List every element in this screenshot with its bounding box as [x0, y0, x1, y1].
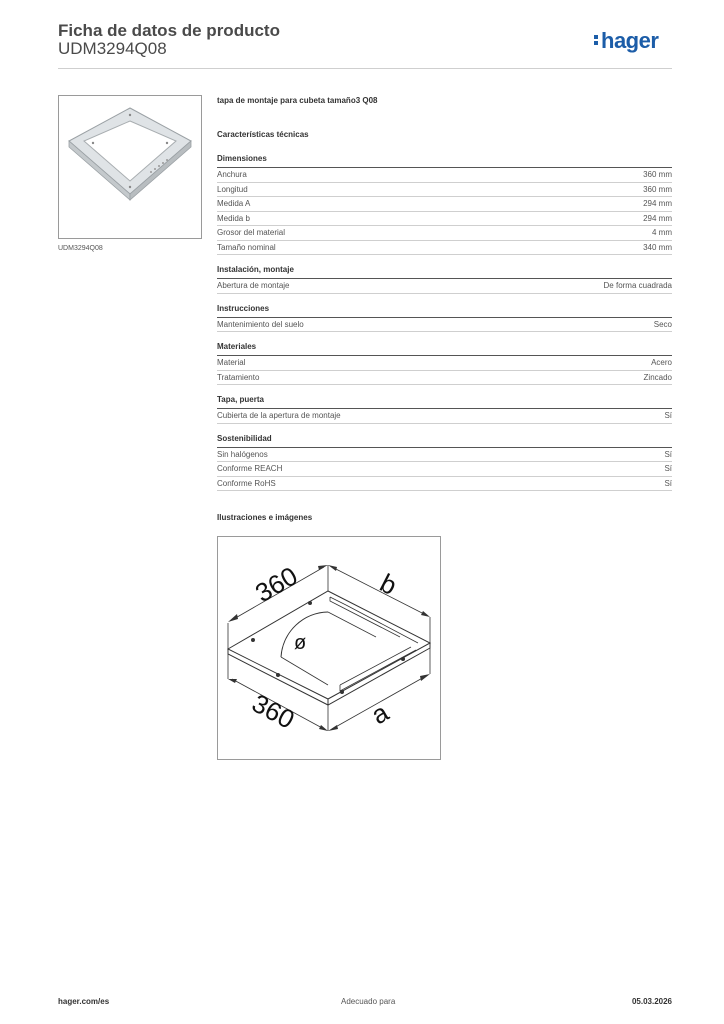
- spec-row: [217, 371, 672, 386]
- spec-section: [217, 434, 672, 492]
- spec-row: [217, 462, 672, 477]
- spec-row: [217, 318, 672, 333]
- spec-value: Seco: [653, 319, 672, 329]
- spec-row: [217, 183, 672, 198]
- spec-value: Zincado: [643, 372, 672, 382]
- spec-value: Acero: [651, 358, 672, 367]
- spec-section: [217, 395, 672, 424]
- product-code: UDM3294Q08: [58, 39, 167, 58]
- spec-value: Sí: [664, 464, 672, 473]
- spec-label: Medida b: [217, 213, 250, 223]
- spec-value: 340 mm: [643, 242, 672, 252]
- spec-row: [217, 279, 672, 294]
- thumbnail-caption: UDM3294Q08: [58, 245, 103, 252]
- section-title: Sostenibilidad: [217, 434, 672, 448]
- spec-value: 4 mm: [652, 228, 672, 237]
- spec-value: 360 mm: [643, 184, 672, 194]
- logo-text: hager: [601, 28, 659, 53]
- mounting-plate-image: [59, 96, 201, 238]
- tech-heading: Características técnicas: [217, 130, 309, 139]
- spec-label: Tratamiento: [217, 372, 260, 382]
- spec-label: Longitud: [217, 184, 248, 194]
- hager-logo[interactable]: [594, 28, 658, 54]
- spec-content: [217, 96, 672, 522]
- spec-value: 294 mm: [643, 213, 672, 223]
- spec-value: Sí: [664, 411, 672, 420]
- spec-label: Medida A: [217, 199, 251, 208]
- spec-row: [217, 197, 672, 212]
- spec-value: Sí: [664, 449, 672, 459]
- header-divider: [58, 68, 672, 69]
- dim-label-top-left: 360: [250, 560, 303, 609]
- spec-value: De forma cuadrada: [603, 281, 672, 290]
- spec-row: [217, 168, 672, 183]
- section-title: Tapa, puerta: [217, 395, 672, 409]
- spec-section: [217, 154, 672, 255]
- logo-dots-icon: [594, 33, 599, 47]
- dim-label-bottom-left: 360: [247, 687, 300, 735]
- illustrations-heading: Ilustraciones e imágenes: [217, 513, 313, 522]
- footer-suitable-for: Adecuado para: [341, 997, 396, 1006]
- spec-section: [217, 265, 672, 294]
- spec-row: [217, 448, 672, 463]
- spec-label: Abertura de montaje: [217, 281, 290, 290]
- spec-row: [217, 477, 672, 492]
- spec-value: Sí: [664, 478, 672, 488]
- footer-date: 05.03.2026: [631, 997, 672, 1006]
- page-title: Ficha de datos de producto: [58, 21, 280, 40]
- spec-sections: [217, 154, 672, 491]
- spec-label: Anchura: [217, 170, 247, 179]
- dim-label-diameter: ø: [294, 632, 307, 654]
- spec-label: Conforme REACH: [217, 464, 283, 473]
- dimension-drawing-svg: [218, 537, 440, 759]
- spec-row: [217, 241, 672, 256]
- product-thumbnail: [58, 95, 202, 239]
- dim-label-top-right: b: [375, 567, 402, 601]
- section-title: Materiales: [217, 342, 672, 356]
- spec-label: Cubierta de la apertura de montaje: [217, 411, 341, 420]
- spec-label: Grosor del material: [217, 228, 286, 237]
- spec-section: [217, 304, 672, 333]
- spec-row: [217, 409, 672, 424]
- spec-label: Conforme RoHS: [217, 478, 276, 488]
- spec-label: Material: [217, 358, 246, 367]
- section-title: Instrucciones: [217, 304, 672, 318]
- dim-label-bottom-right: a: [366, 696, 394, 731]
- spec-value: 294 mm: [643, 199, 672, 208]
- dimension-drawing: [217, 536, 441, 760]
- spec-label: Tamaño nominal: [217, 242, 276, 252]
- section-title: Dimensiones: [217, 154, 672, 168]
- spec-section: [217, 342, 672, 385]
- spec-value: 360 mm: [643, 170, 672, 179]
- section-title: Instalación, montaje: [217, 265, 672, 279]
- spec-label: Mantenimiento del suelo: [217, 319, 304, 329]
- spec-row: [217, 226, 672, 241]
- spec-row: [217, 356, 672, 371]
- spec-row: [217, 212, 672, 227]
- spec-label: Sin halógenos: [217, 449, 268, 459]
- product-description: tapa de montaje para cubeta tamaño3 Q08: [217, 96, 378, 105]
- footer-website-link[interactable]: hager.com/es: [58, 997, 110, 1006]
